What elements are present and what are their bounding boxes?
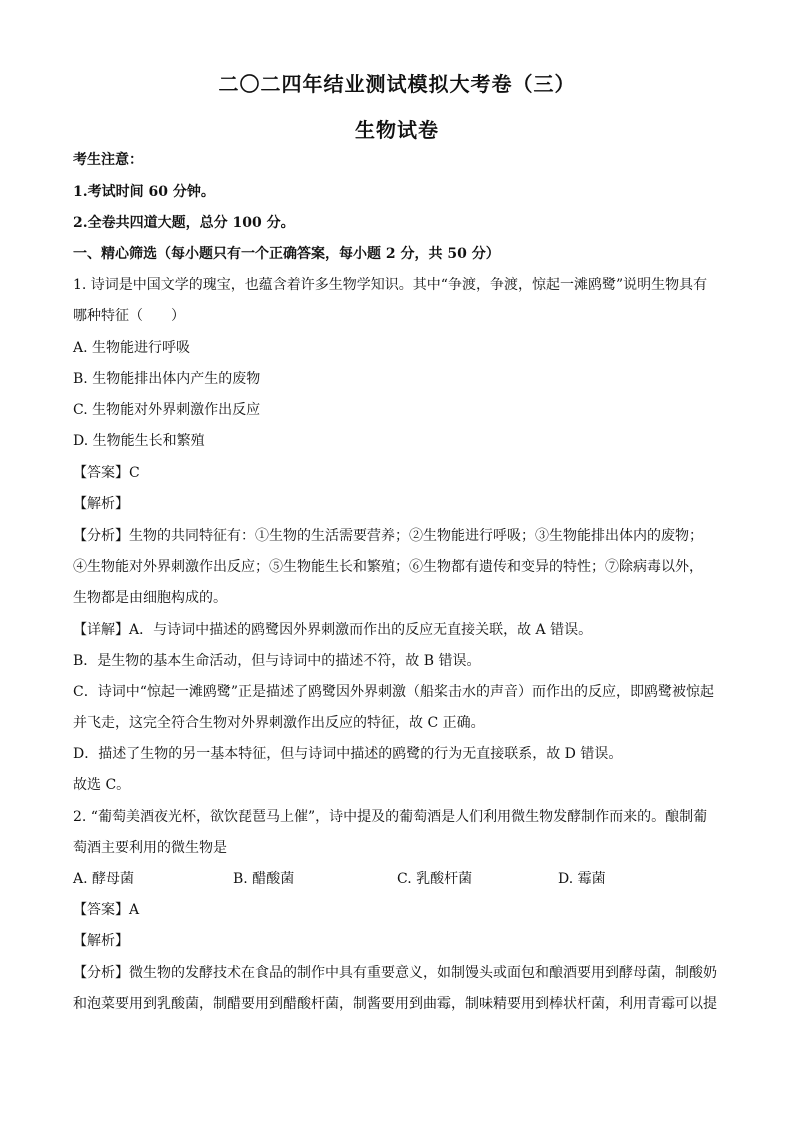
section-heading: 一、精心筛选（每小题只有一个正确答案，每小题 2 分，共 50 分） (73, 246, 500, 262)
exam-subtitle: 生物试卷 (355, 118, 439, 142)
detail-text: C．诗词中“惊起一滩鸥鹭”正是描述了鸥鹭因外界刺激（船桨击水的声音）而作出的反应，即鸥鹭被惊起 (73, 684, 715, 700)
question-stem: 1. 诗词是中国文学的瑰宝，也蕴含着许多生物学知识。其中“争渡，争渡，惊起一滩鸥鹭”说明生物具有 (73, 277, 708, 293)
option-c: C. 生物能对外界刺激作出反应 (73, 402, 261, 418)
option-b: B. 醋酸菌 (233, 871, 295, 887)
question-stem: 2. “葡萄美酒夜光杯，欲饮琵琶马上催”，诗中提及的葡萄酒是人们利用微生物发酵制作而来的。酿制葡 (73, 809, 708, 825)
analysis-text: 和泡菜要用到乳酸菌，制醋要用到醋酸杆菌，制酱要用到曲霉，制味精要用到棒状杆菌，利用青霉可以提 (73, 996, 717, 1012)
analysis-text: 【分析】生物的共同特征有：①生物的生活需要营养；②生物能进行呼吸；③生物能排出体内的废物； (73, 528, 703, 544)
detail-text: 【详解】A．与诗词中描述的鸥鹭因外界刺激而作出的反应无直接关联，故 A 错误。 (73, 622, 593, 638)
detail-text: D．描述了生物的另一基本特征，但与诗词中描述的鸥鹭的行为无直接联系，故 D 错误。 (73, 746, 623, 762)
notice-item: 2.全卷共四道大题，总分 100 分。 (73, 215, 295, 231)
detail-text: 并飞走，这完全符合生物对外界刺激作出反应的特征，故 C 正确。 (73, 715, 485, 731)
analysis-text: ④生物能对外界刺激作出反应；⑤生物能生长和繁殖；⑥生物都有遗传和变异的特性；⑦除病毒以外， (73, 559, 703, 575)
analysis-text: 【分析】微生物的发酵技术在食品的制作中具有重要意义，如制馒头或面包和酿酒要用到酵母菌，制酸奶 (73, 965, 717, 981)
analysis-label: 【解析】 (73, 933, 129, 949)
notice-item: 1.考试时间 60 分钟。 (73, 184, 215, 200)
option-a: A. 酵母菌 (73, 871, 135, 887)
option-a: A. 生物能进行呼吸 (73, 340, 191, 356)
question-stem: 萄酒主要利用的微生物是 (73, 840, 227, 856)
detail-text: B．是生物的基本生命活动，但与诗词中的描述不符，故 B 错误。 (73, 653, 481, 669)
exam-title: 二〇二四年结业测试模拟大考卷（三） (218, 72, 576, 96)
analysis-label: 【解析】 (73, 496, 129, 512)
option-d: D. 生物能生长和繁殖 (73, 433, 205, 449)
option-d: D. 霉菌 (558, 871, 606, 887)
option-c: C. 乳酸杆菌 (397, 871, 473, 887)
option-b: B. 生物能排出体内产生的废物 (73, 371, 261, 387)
analysis-text: 生物都是由细胞构成的。 (73, 590, 227, 606)
answer: 【答案】A (73, 902, 140, 918)
notice-heading: 考生注意： (73, 152, 143, 168)
answer: 【答案】C (73, 465, 140, 481)
detail-text: 故选 C。 (73, 777, 131, 793)
question-stem: 哪种特征（ ） (73, 308, 185, 324)
